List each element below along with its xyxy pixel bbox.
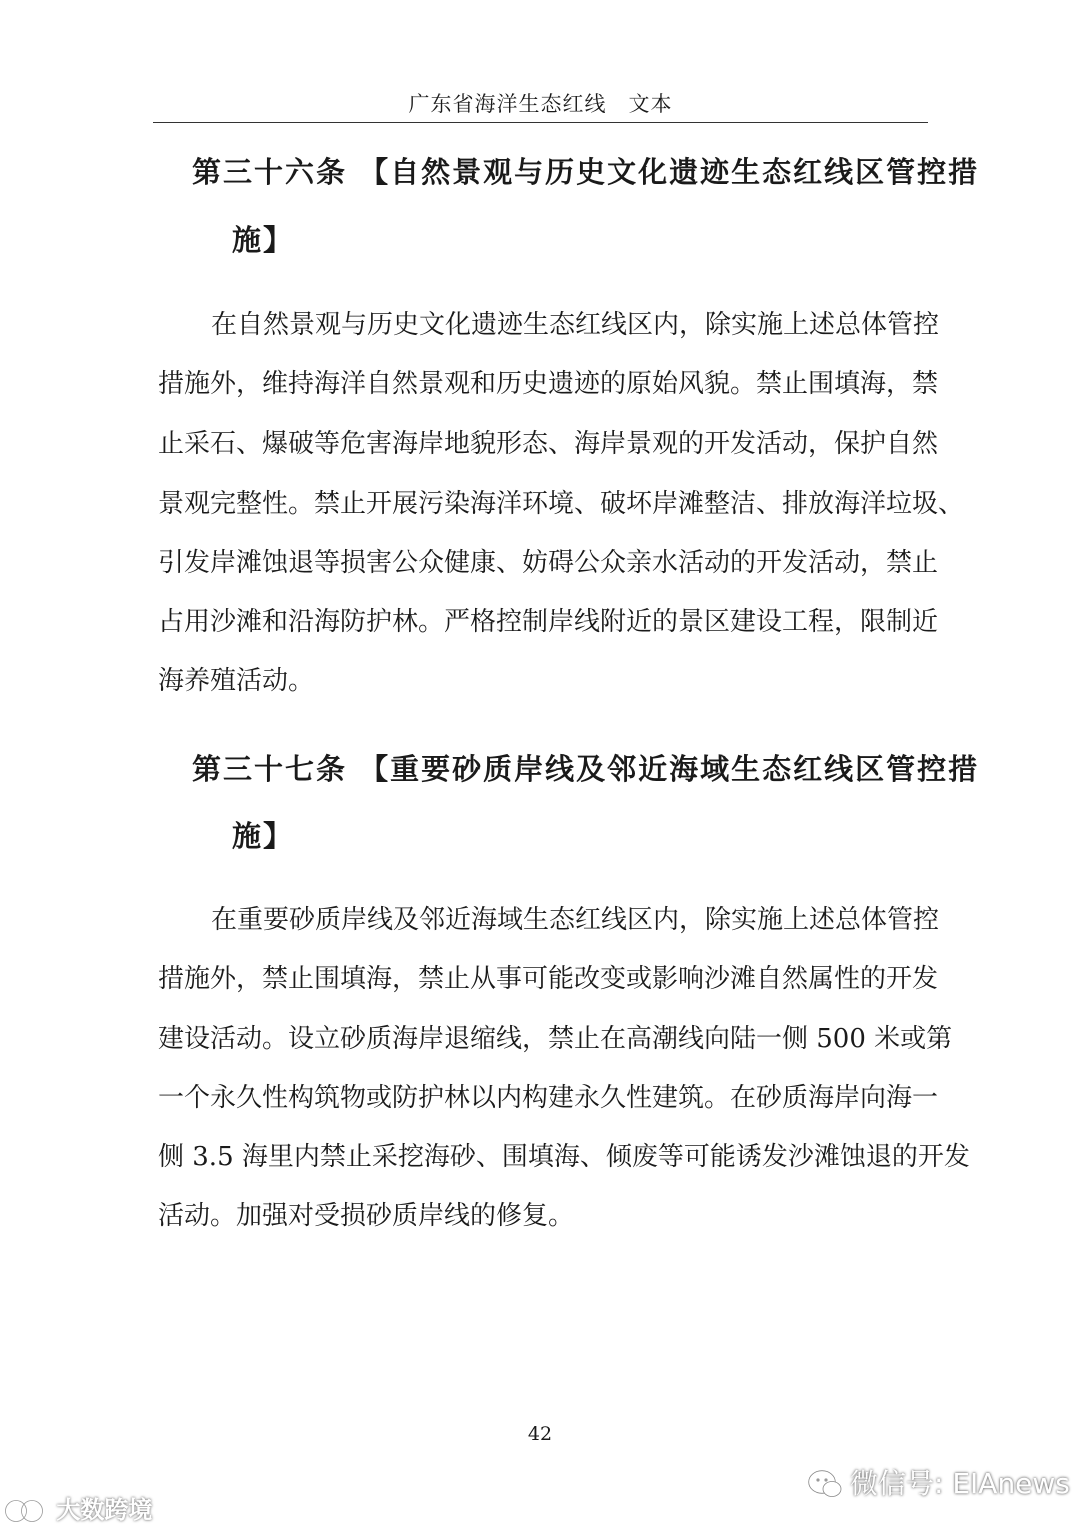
watermark-left-text: 大数跨境 xyxy=(56,1496,153,1524)
watermark-right-text: 微信号: EIAnews xyxy=(850,1467,1070,1500)
article-36-title-cont: 施】 xyxy=(232,223,295,257)
header-subtitle: 文本 xyxy=(628,92,673,116)
header-title: 广东省海洋生态红线 xyxy=(408,92,607,116)
paragraph-line: 止采石、爆破等危害海岸地貌形态、海岸景观的开发活动，保护自然 xyxy=(158,429,939,459)
article-37-title: 第三十七条 【重要砂质岸线及邻近海域生态红线区管控措 xyxy=(192,752,980,786)
paragraph-line: 措施外，禁止围填海，禁止从事可能改变或影响沙滩自然属性的开发 xyxy=(158,964,939,994)
page-number: 42 xyxy=(527,1423,553,1445)
paragraph-line: 建设活动。设立砂质海岸退缩线，禁止在高潮线向陆一侧 500 米或第 xyxy=(158,1024,953,1054)
paragraph-line: 一个永久性构筑物或防护林以内构建永久性建筑。在砂质海岸向海一 xyxy=(158,1083,939,1113)
article-36-title: 第三十六条 【自然景观与历史文化遗迹生态红线区管控措 xyxy=(192,155,980,189)
paragraph-line: 海养殖活动。 xyxy=(158,666,315,696)
paragraph-line: 侧 3.5 海里内禁止采挖海砂、围填海、倾废等可能诱发沙滩蚀退的开发 xyxy=(158,1142,970,1172)
paragraph-line: 引发岸滩蚀退等损害公众健康、妨碍公众亲水活动的开发活动，禁止 xyxy=(158,548,939,578)
watermark-right xyxy=(808,1462,1070,1502)
article-37-title-cont: 施】 xyxy=(232,819,295,853)
paragraph-line: 在自然景观与历史文化遗迹生态红线区内，除实施上述总体管控 xyxy=(211,310,940,340)
paragraph-line: 活动。加强对受损砂质岸线的修复。 xyxy=(158,1201,575,1231)
paragraph-line: 景观完整性。禁止开展污染海洋环境、破坏岸滩整洁、排放海洋垃圾、 xyxy=(158,489,965,519)
paragraph-line: 占用沙滩和沿海防护林。严格控制岸线附近的景区建设工程，限制近 xyxy=(158,607,939,637)
wechat-icon xyxy=(808,1470,844,1500)
watermark-left xyxy=(4,1490,152,1526)
brand-logo-icon xyxy=(4,1496,48,1526)
running-header xyxy=(153,86,928,123)
paragraph-line: 在重要砂质岸线及邻近海域生态红线区内，除实施上述总体管控 xyxy=(211,905,940,935)
paragraph-line: 措施外，维持海洋自然景观和历史遗迹的原始风貌。禁止围填海，禁 xyxy=(158,369,939,399)
